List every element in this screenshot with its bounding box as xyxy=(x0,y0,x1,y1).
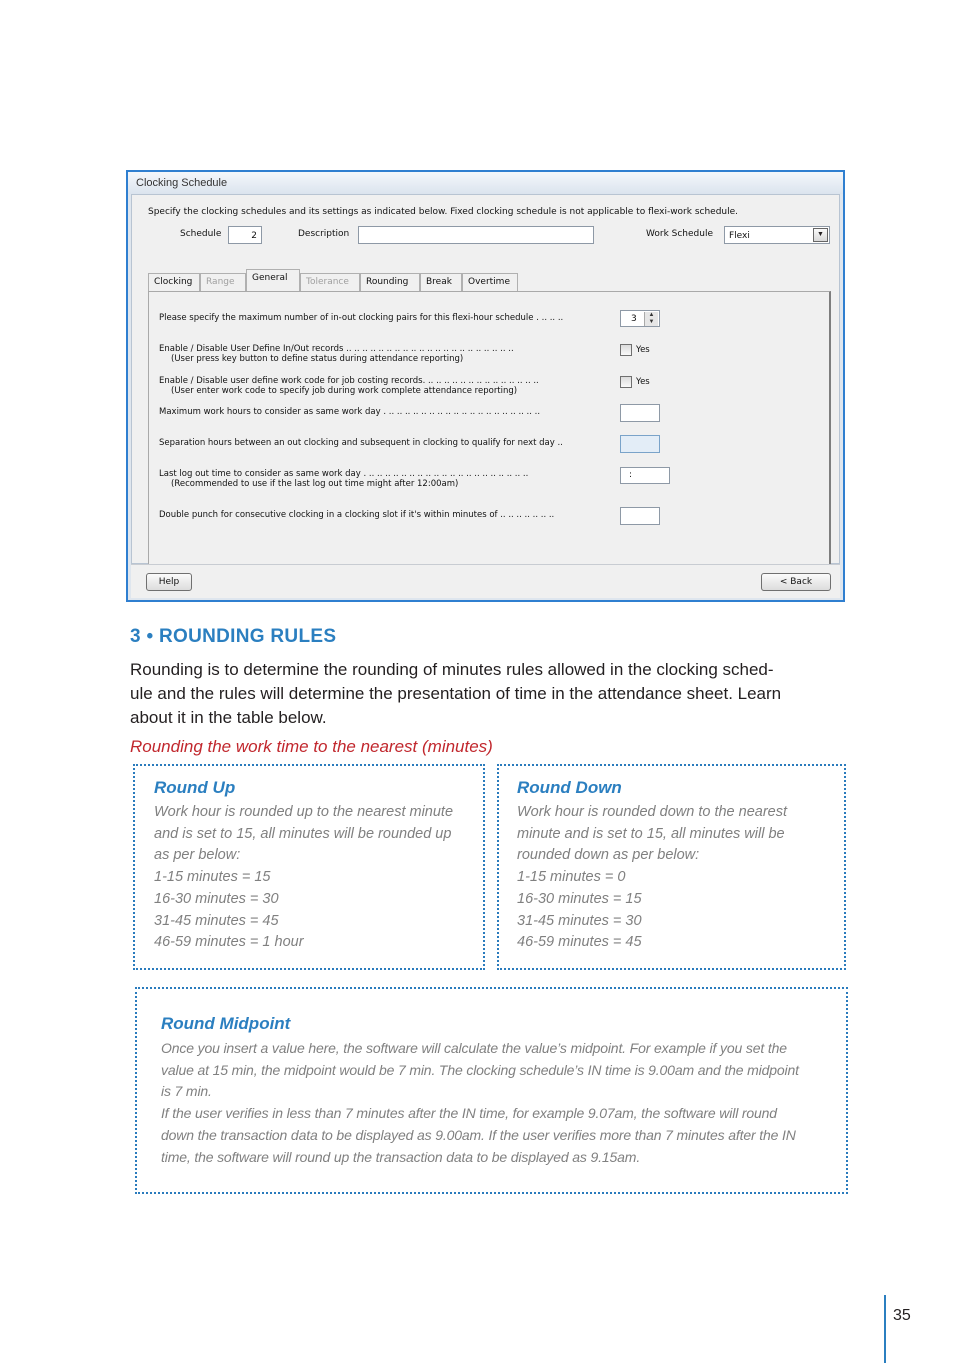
work-schedule-value: Flexi xyxy=(729,231,750,241)
double-punch-input[interactable] xyxy=(620,507,660,525)
round-down-line: 46-59 minutes = 45 xyxy=(517,934,642,951)
last-logout-note: (Recommended to use if the last log out time might after 12:00am) xyxy=(171,479,459,489)
work-schedule-label: Work Schedule xyxy=(646,229,714,239)
round-midpoint-title: Round Midpoint xyxy=(161,1014,291,1033)
description-label: Description xyxy=(298,229,350,239)
round-midpoint-line: down the transaction data to be displayed as 9.00am. If the user verifies more than 7 minutes after the IN xyxy=(161,1126,796,1143)
intro-line: Rounding is to determine the rounding of minutes rules allowed in the clocking sched- xyxy=(130,660,774,679)
last-logout-time-input[interactable]: : xyxy=(620,467,670,484)
round-up-line: as per below: xyxy=(154,847,241,864)
round-down-title: Round Down xyxy=(517,778,622,797)
round-up-line: 31-45 minutes = 45 xyxy=(154,912,279,929)
section-heading: 3 • ROUNDING RULES xyxy=(130,626,337,647)
round-down-line: 31-45 minutes = 30 xyxy=(517,912,642,929)
separation-input[interactable] xyxy=(620,435,660,453)
user-define-inout-yes: Yes xyxy=(636,345,650,355)
tab-general[interactable]: General xyxy=(246,269,300,291)
work-code-label: Enable / Disable user define work code for job costing records. .. .. .. .. .. .. .. .. .. .. .. .. .. .. xyxy=(159,376,539,386)
schedule-label: Schedule xyxy=(180,229,222,239)
clocking-schedule-dialog xyxy=(126,170,845,602)
intro-line: ule and the rules will determine the presentation of time in the attendance sheet. Learn xyxy=(130,684,782,703)
round-midpoint-line: is 7 min. xyxy=(161,1083,212,1100)
back-button[interactable]: < Back xyxy=(761,573,831,591)
round-down-line: 16-30 minutes = 15 xyxy=(517,890,642,907)
round-midpoint-line: time, the software will round up the transaction data to be displayed as 9.15am. xyxy=(161,1148,641,1165)
intro-paragraph xyxy=(130,658,850,730)
round-midpoint-box xyxy=(135,987,848,1194)
round-up-title: Round Up xyxy=(154,778,236,797)
dialog-instruction: Specify the clocking schedules and its settings as indicated below. Fixed clocking schedule is not applicable to flexi-work schedule. xyxy=(148,207,739,217)
separation-label: Separation hours between an out clocking and subsequent in clocking to qualify for next day .. xyxy=(159,438,563,448)
round-down-box xyxy=(497,764,846,970)
schedule-input[interactable] xyxy=(228,226,262,244)
up-arrow-icon[interactable]: ▲ xyxy=(648,312,655,318)
round-down-line: 1-15 minutes = 0 xyxy=(517,869,626,886)
round-midpoint-line: value at 15 min, the midpoint would be 7 min. The clocking schedule’s IN time is 9.00am and the midpoint xyxy=(161,1061,799,1078)
round-down-line: rounded down as per below: xyxy=(517,847,700,864)
intro-line: about it in the table below. xyxy=(130,708,327,727)
round-down-line: Work hour is rounded down to the nearest xyxy=(517,804,788,820)
round-up-box xyxy=(133,764,485,970)
stepper-arrows[interactable] xyxy=(644,312,658,326)
dialog-body xyxy=(131,194,840,564)
tab-rounding[interactable]: Rounding xyxy=(360,273,420,291)
round-up-line: 46-59 minutes = 1 hour xyxy=(154,934,304,951)
max-pairs-value: 3 xyxy=(631,314,637,324)
round-midpoint-description xyxy=(161,1038,799,1168)
round-up-line: 1-15 minutes = 15 xyxy=(154,869,271,886)
round-up-line: Work hour is rounded up to the nearest minute xyxy=(154,804,454,820)
last-logout-label: Last log out time to consider as same work day . .. .. .. .. .. .. .. .. .. .. .. .. .. .. .. .. .. .. .. .. xyxy=(159,469,529,479)
double-punch-label: Double punch for consecutive clocking in a clocking slot if it's within minutes of .. .. .. .. .. .. .. xyxy=(159,510,555,520)
max-pairs-stepper[interactable] xyxy=(620,310,660,327)
max-hours-input[interactable] xyxy=(620,404,660,422)
round-down-description xyxy=(517,802,787,954)
tab-clocking[interactable]: Clocking xyxy=(148,273,200,291)
round-up-line: 16-30 minutes = 30 xyxy=(154,890,279,907)
max-hours-label: Maximum work hours to consider as same work day . .. .. .. .. .. .. .. .. .. .. .. .. .. .. .. .. .. .. .. xyxy=(159,407,541,417)
tab-overtime[interactable]: Overtime xyxy=(462,273,518,291)
round-midpoint-line: If the user verifies in less than 7 minutes after the IN time, for example 9.07am, the software will round xyxy=(161,1105,777,1122)
round-up-line: and is set to 15, all minutes will be rounded up xyxy=(154,825,452,842)
dialog-title: Clocking Schedule xyxy=(128,172,843,194)
page-number: 35 xyxy=(893,1307,911,1324)
work-code-yes: Yes xyxy=(636,377,650,387)
help-button[interactable]: Help xyxy=(146,573,192,591)
round-midpoint-line: Once you insert a value here, the software will calculate the value’s midpoint. For example if you set the xyxy=(161,1040,787,1056)
user-define-inout-label: Enable / Disable User Define In/Out records .. .. .. .. .. .. .. .. .. .. .. .. .. .. .. .. .. .. .. .. .. xyxy=(159,344,514,354)
description-input[interactable] xyxy=(358,226,594,244)
chevron-down-icon[interactable]: ▼ xyxy=(813,228,828,242)
work-code-checkbox[interactable] xyxy=(620,376,632,388)
general-tab-panel xyxy=(148,291,831,576)
tab-tolerance[interactable]: Tolerance xyxy=(300,273,360,291)
round-up-description xyxy=(154,802,453,954)
tab-range[interactable]: Range xyxy=(200,273,246,291)
schedule-value: 2 xyxy=(251,231,257,241)
rounding-subheading: Rounding the work time to the nearest (minutes) xyxy=(130,737,493,756)
down-arrow-icon[interactable]: ▼ xyxy=(648,319,655,325)
page-number-rule xyxy=(884,1295,886,1363)
dialog-footer xyxy=(131,564,840,598)
user-define-inout-note: (User press key button to define status during attendance reporting) xyxy=(171,354,464,364)
work-code-note: (User enter work code to specify job during work complete attendance reporting) xyxy=(171,386,518,396)
max-pairs-label: Please specify the maximum number of in-out clocking pairs for this flexi-hour schedule . .. .. .. xyxy=(159,313,564,323)
round-down-line: minute and is set to 15, all minutes will be xyxy=(517,825,785,842)
tab-break[interactable]: Break xyxy=(420,273,462,291)
user-define-inout-checkbox[interactable] xyxy=(620,344,632,356)
work-schedule-select[interactable] xyxy=(724,226,830,244)
